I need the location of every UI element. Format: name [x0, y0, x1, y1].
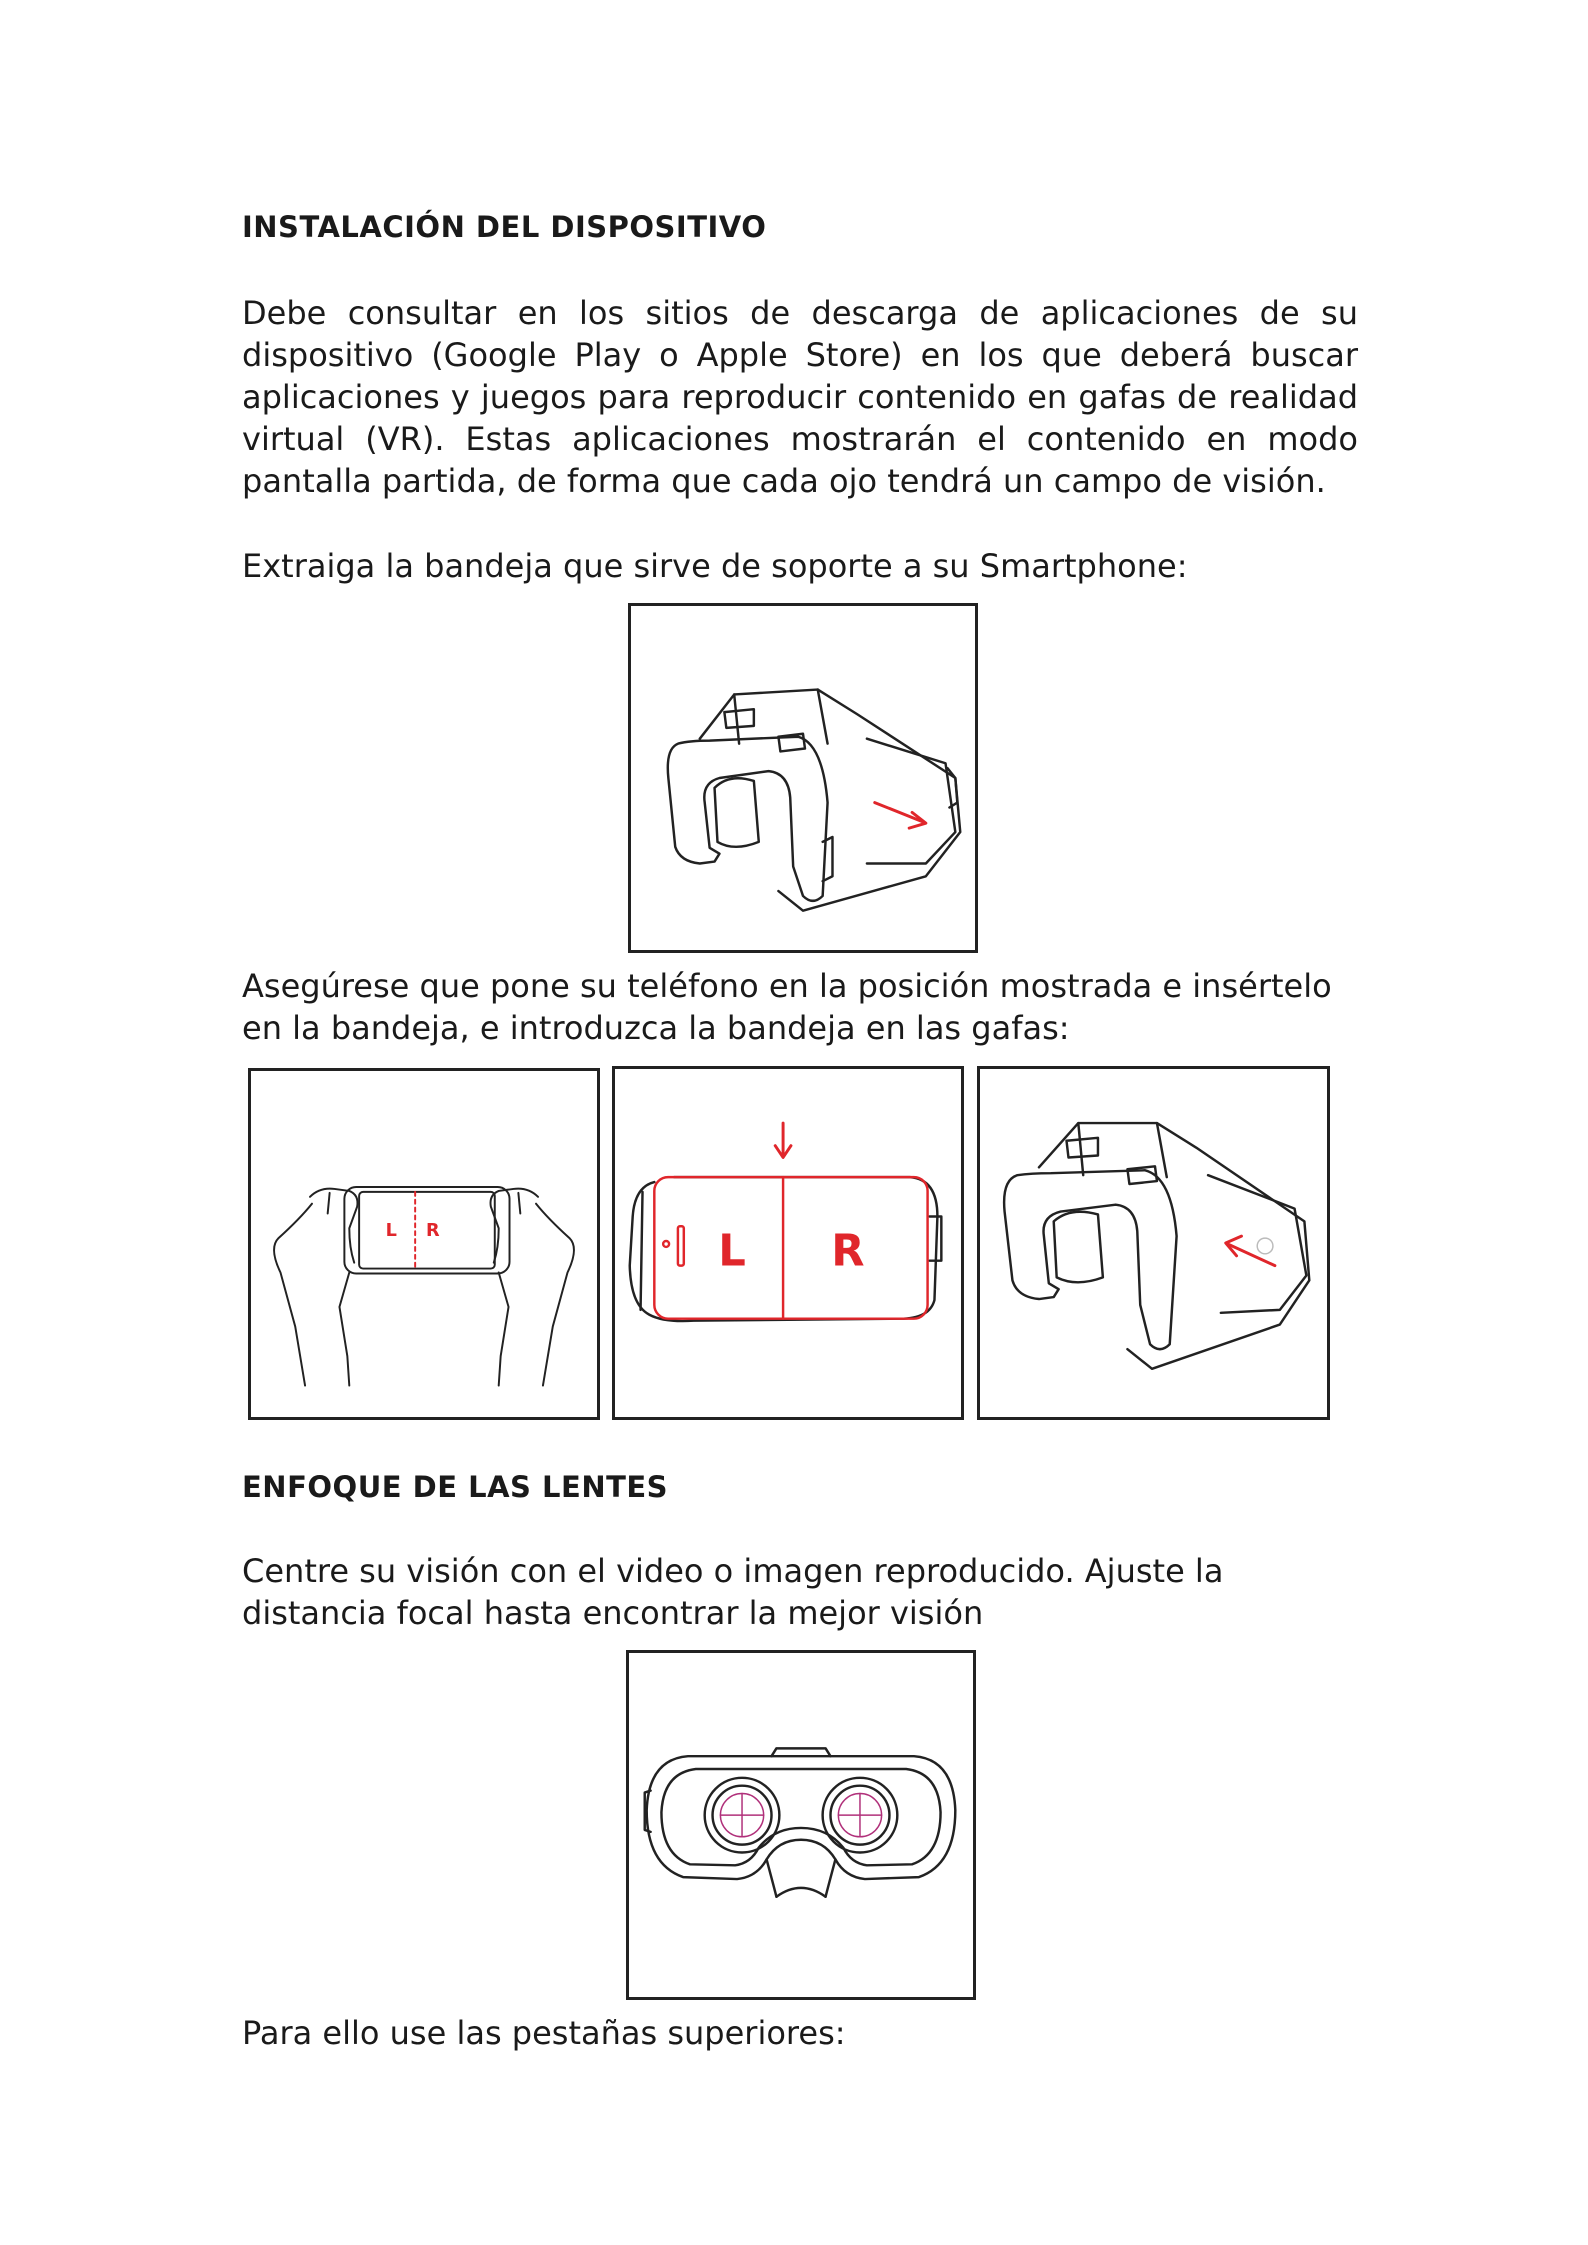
phone-right-label: R	[425, 1221, 440, 1242]
figure-phone-in-tray	[612, 1066, 964, 1420]
section-heading-installation: INSTALACIÓN DEL DISPOSITIVO	[242, 210, 767, 244]
insert-phone-instruction: Asegúrese que pone su teléfono en la posición mostrada e insértelo en la bandeja, e introduzca la bandeja en las gafas:	[242, 967, 1332, 1047]
vr-headset-tray-in-icon	[980, 1069, 1327, 1417]
section-heading-focus: ENFOQUE DE LAS LENTES	[242, 1470, 669, 1504]
focus-instruction: Centre su visión con el video o imagen reproducido. Ajuste la distancia focal hasta encontrar la mejor visión	[242, 1552, 1224, 1632]
tray-left-label: L	[718, 1226, 746, 1277]
install-intro-paragraph: Debe consultar en los sitios de descarga de aplicaciones de su dispositivo (Google Play o Apple Store) en los que deberá buscar aplicaciones y juegos para reproducir contenido en gafas de realidad virtual (VR). Estas aplicaciones mostrarán el contenido en modo pantalla partida, de forma que cada ojo tendrá un campo de visión.	[242, 294, 1358, 500]
tray-right-label: R	[831, 1226, 865, 1277]
figure-lens-focus	[626, 1650, 976, 2000]
figure-phone-landscape	[248, 1068, 600, 1420]
tabs-note: Para ello use las pestañas superiores:	[242, 2014, 846, 2052]
phone-left-label: L	[385, 1221, 397, 1242]
vr-lenses-front-icon	[629, 1653, 973, 1997]
hands-holding-phone-icon	[251, 1071, 597, 1417]
tray-instruction: Extraiga la bandeja que sirve de soporte a su Smartphone:	[242, 547, 1188, 585]
figure-tray-insertion	[977, 1066, 1330, 1420]
vr-headset-tray-out-icon	[631, 606, 975, 950]
phone-in-tray-icon	[615, 1069, 961, 1417]
figure-tray-extraction	[628, 603, 978, 953]
